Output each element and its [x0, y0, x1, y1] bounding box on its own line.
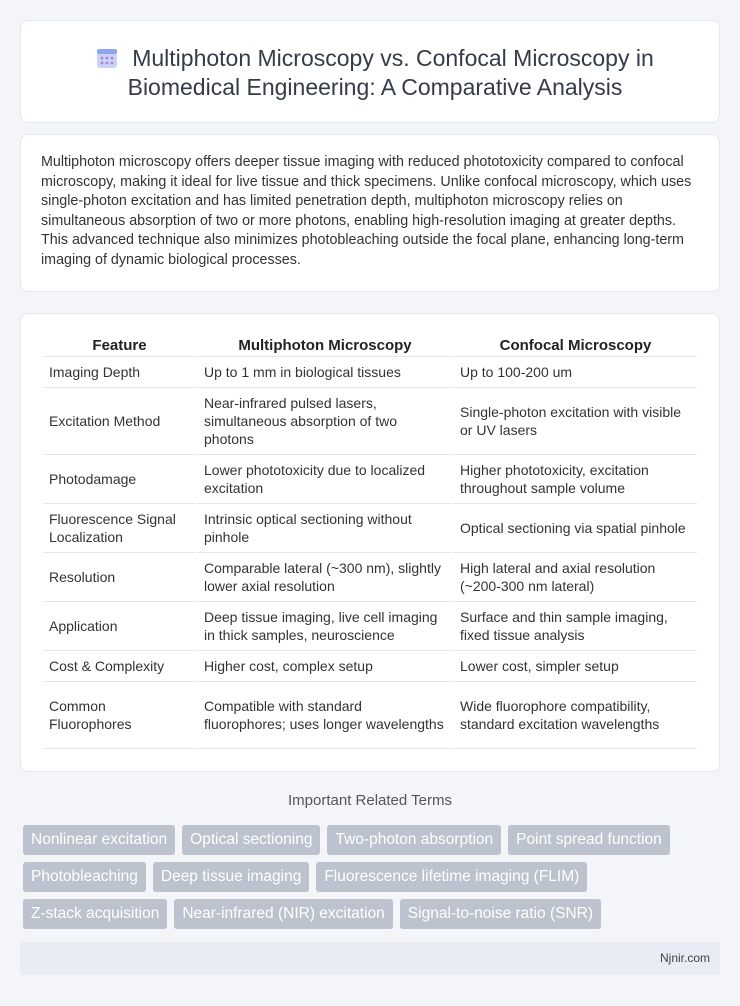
multiphoton-cell: Up to 1 mm in biological tissues: [198, 357, 452, 388]
confocal-cell: Higher phototoxicity, excitation throughout sample volume: [454, 455, 697, 504]
header-multiphoton: Multiphoton Microscopy: [198, 335, 452, 357]
related-term-tag[interactable]: Z-stack acquisition: [23, 899, 167, 929]
comparison-table: [41, 335, 699, 749]
confocal-cell: Surface and thin sample imaging, fixed tissue analysis: [454, 602, 697, 651]
confocal-cell: High lateral and axial resolution (~200-300 nm lateral): [454, 553, 697, 602]
feature-cell: Application: [43, 602, 196, 651]
header-confocal: Confocal Microscopy: [454, 335, 697, 357]
tag-row: [23, 862, 723, 892]
multiphoton-cell: Deep tissue imaging, live cell imaging in thick samples, neuroscience: [198, 602, 452, 651]
related-term-tag[interactable]: Fluorescence lifetime imaging (FLIM): [316, 862, 587, 892]
confocal-cell: Optical sectioning via spatial pinhole: [454, 504, 697, 553]
related-term-tag[interactable]: Deep tissue imaging: [153, 862, 309, 892]
header-feature: Feature: [43, 335, 196, 357]
feature-cell: Excitation Method: [43, 388, 196, 455]
multiphoton-cell: Lower phototoxicity due to localized excitation: [198, 455, 452, 504]
related-term-tag[interactable]: Point spread function: [508, 825, 670, 855]
related-term-tag[interactable]: Two-photon absorption: [327, 825, 501, 855]
related-term-tag[interactable]: Photobleaching: [23, 862, 146, 892]
confocal-cell: Single-photon excitation with visible or UV lasers: [454, 388, 697, 455]
page-title: Multiphoton Microscopy vs. Confocal Microscopy in Biomedical Engineering: A Comparative Analysis: [127, 45, 654, 100]
table-row: [43, 357, 697, 388]
confocal-cell: Up to 100-200 um: [454, 357, 697, 388]
multiphoton-cell: Intrinsic optical sectioning without pinhole: [198, 504, 452, 553]
table-row: [43, 504, 697, 553]
summary-card: [20, 134, 720, 292]
related-terms-title: Important Related Terms: [288, 792, 452, 809]
table-row: [43, 651, 697, 682]
feature-cell: Photodamage: [43, 455, 196, 504]
feature-cell: Resolution: [43, 553, 196, 602]
summary-text: Multiphoton microscopy offers deeper tissue imaging with reduced phototoxicity compared to confocal microscopy, making it ideal for live tissue and thick specimens. Unlike confocal microscopy, which uses single-photon excitation and has limited penetration depth, multiphoton microscopy relies on simultaneous absorption of two or more photons, enabling high-resolution imaging at greater depths. This advanced technique also minimizes photobleaching outside the focal plane, enhancing long-term imaging of dynamic biological processes.: [41, 154, 692, 268]
multiphoton-cell: Compatible with standard fluorophores; uses longer wavelengths: [198, 682, 452, 749]
page-title-wrap: [61, 44, 689, 102]
tag-row: [23, 825, 723, 855]
footer-bar: [20, 942, 720, 975]
title-card: [20, 20, 720, 123]
table-row: [43, 553, 697, 602]
multiphoton-cell: Comparable lateral (~300 nm), slightly lower axial resolution: [198, 553, 452, 602]
feature-cell: Fluorescence Signal Localization: [43, 504, 196, 553]
related-term-tag[interactable]: Optical sectioning: [182, 825, 320, 855]
tag-row: [23, 899, 723, 929]
multiphoton-cell: Near-infrared pulsed lasers, simultaneous absorption of two photons: [198, 388, 452, 455]
confocal-cell: Wide fluorophore compatibility, standard excitation wavelengths: [454, 682, 697, 749]
table-row: [43, 388, 697, 455]
comparison-table-card: [20, 313, 720, 772]
feature-cell: Cost & Complexity: [43, 651, 196, 682]
feature-cell: Imaging Depth: [43, 357, 196, 388]
multiphoton-cell: Higher cost, complex setup: [198, 651, 452, 682]
footer-brand[interactable]: Njnir.com: [659, 951, 710, 965]
table-row: [43, 455, 697, 504]
calendar-grid-icon: [96, 47, 118, 69]
related-term-tag[interactable]: Nonlinear excitation: [23, 825, 175, 855]
feature-cell: Common Fluorophores: [43, 682, 196, 749]
related-terms-tags: [23, 825, 723, 936]
table-header-row: [43, 335, 697, 357]
related-term-tag[interactable]: Signal-to-noise ratio (SNR): [400, 899, 601, 929]
related-term-tag[interactable]: Near-infrared (NIR) excitation: [174, 899, 392, 929]
confocal-cell: Lower cost, simpler setup: [454, 651, 697, 682]
table-row: [43, 682, 697, 749]
table-row: [43, 602, 697, 651]
